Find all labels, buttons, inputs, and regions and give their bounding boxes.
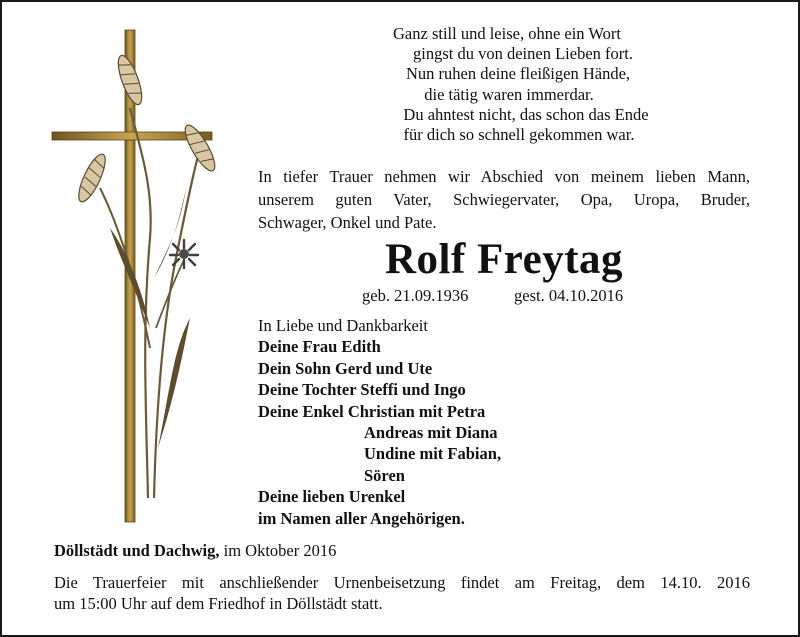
signoff-intro: In Liebe und Dankbarkeit [258, 316, 428, 335]
intro-line: Schwager, Onkel und Pate. [258, 213, 437, 232]
signoff [258, 315, 501, 529]
funeral-notice [54, 572, 750, 614]
death-date: gest. 04.10.2016 [514, 286, 624, 305]
signoff-line: Andreas mit Diana [364, 423, 498, 443]
place-name: Döllstädt und Dachwig, [54, 541, 220, 560]
birth-date: geb. 21.09.1936 [362, 286, 469, 305]
signoff-line: im Namen aller Angehörigen. [258, 508, 465, 528]
cross-with-wheat-illustration [50, 28, 230, 528]
poem-line: gingst du von deinen Lieben fort. [413, 44, 633, 64]
signoff-line: Sören [364, 465, 405, 485]
poem-line: die tätig waren immerdar. [424, 84, 594, 104]
poem [312, 24, 702, 145]
cornflower-icon [170, 240, 198, 268]
place-date-line [54, 540, 336, 562]
signoff-line: Undine mit Fabian, [364, 444, 502, 464]
notice-line: um 15:00 Uhr auf dem Friedhof in Döllstädt statt. [54, 594, 383, 613]
signoff-line: Dein Sohn Gerd und Ute [258, 358, 433, 378]
poem-line: Du ahntest nicht, das schon das Ende [403, 104, 649, 124]
month-year: im Oktober 2016 [219, 541, 337, 560]
intro-line: unserem guten Vater, Schwiegervater, Opa, Uropa, Bruder, [258, 190, 750, 209]
notice-line: Die Trauerfeier mit anschließender Urnenbeisetzung findet am Freitag, dem 14.10. 2016 [54, 573, 750, 592]
poem-line: Nun ruhen deine fleißigen Hände, [405, 64, 631, 84]
intro-line: In tiefer Trauer nehmen wir Abschied von meinem lieben Mann, [258, 167, 750, 186]
deceased-name: Rolf Freytag [384, 236, 624, 283]
signoff-line: Deine Tochter Steffi und Ingo [258, 380, 466, 400]
poem-line: Ganz still und leise, ohne ein Wort [393, 24, 621, 43]
signoff-line: Deine Enkel Christian mit Petra [258, 401, 486, 421]
poem-line: für dich so schnell gekommen war. [403, 125, 635, 145]
intro-paragraph [258, 165, 750, 234]
signoff-line: Deine lieben Urenkel [258, 487, 406, 507]
signoff-line: Deine Frau Edith [258, 337, 381, 357]
